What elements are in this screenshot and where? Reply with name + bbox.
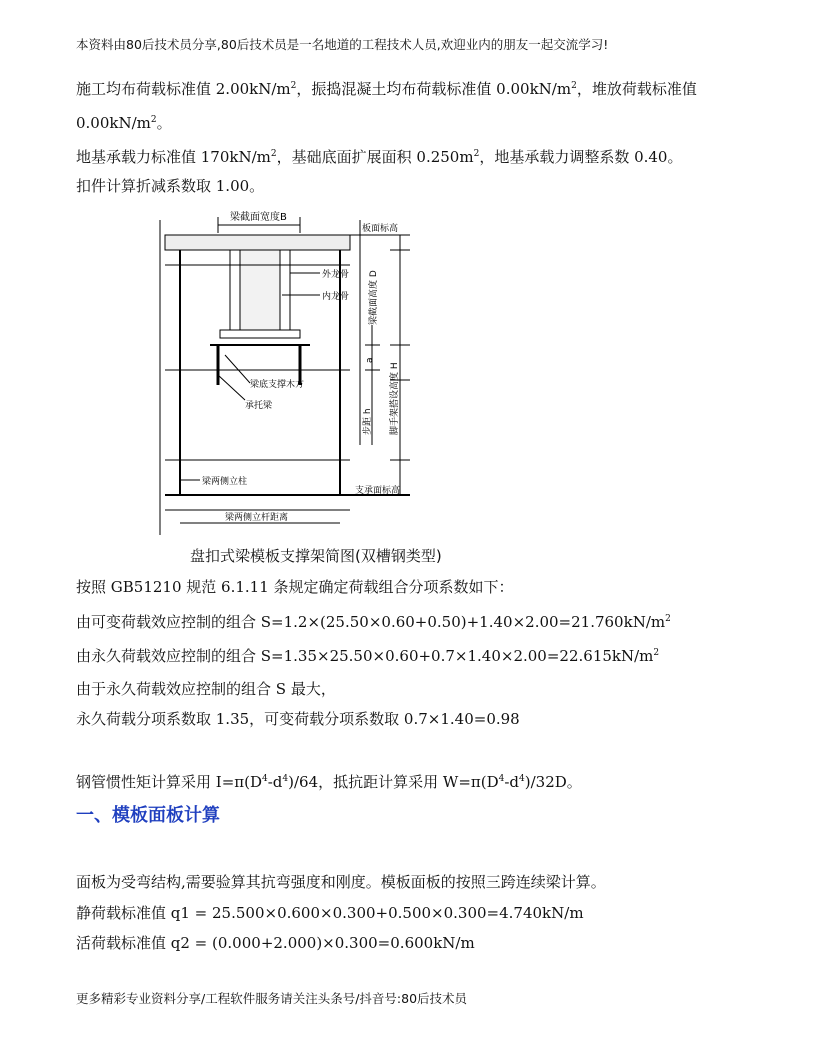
- diagram-svg: [150, 205, 430, 540]
- stacking-load-text: ，堆放荷载标准值: [576, 80, 697, 98]
- pipe-d: -d: [504, 773, 520, 791]
- foundation-line: [76, 147, 682, 167]
- bearing-capacity-text: 地基承载力标准值 170kN/m: [76, 148, 271, 166]
- pipe-a: 钢管惯性矩计算采用 I=π(D: [76, 773, 262, 791]
- sup: 2: [270, 149, 277, 159]
- construction-loads-line: [76, 79, 697, 99]
- partial-factor-line: 永久荷载分项系数取 1.35，可变荷载分项系数取 0.7×1.40=0.98: [76, 710, 520, 728]
- sup: 2: [571, 81, 577, 91]
- combo-variable-text: 由可变荷载效应控制的组合 S=1.2×(25.50×0.60+0.50)+1.40×2.00=21.760kN/m: [76, 613, 666, 631]
- stacking-load-value-line: [76, 113, 172, 133]
- combo-permanent-text: 由永久荷载效应控制的组合 S=1.35×25.50×0.60+0.7×1.40×2.00=22.615kN/m: [76, 647, 654, 665]
- spec-line: 按照 GB51210 规范 6.1.11 条规定确定荷载组合分项系数如下：: [76, 578, 514, 596]
- pipe-c: )/64，抵抗距计算采用 W=π(D: [288, 773, 499, 791]
- sup: 2: [473, 149, 480, 159]
- sup: 2: [290, 81, 297, 91]
- inner-rib-label: 内龙骨: [322, 292, 350, 302]
- beam-height-label: 梁截面高度 D: [369, 270, 379, 325]
- pipe-formula-line: [76, 772, 582, 792]
- construction-load-text: 施工均布荷载标准值 2.00kN/m: [76, 80, 291, 98]
- side-post-label: 梁两侧立柱: [202, 477, 248, 487]
- beam-width-label: 梁截面宽度B: [230, 212, 287, 223]
- combo-permanent-line: [76, 646, 659, 666]
- stacking-load-value: 0.00kN/m: [76, 114, 151, 132]
- beam-bottom-wood-label: 梁底支撑木方: [250, 380, 305, 390]
- sup: 2: [150, 115, 157, 125]
- combo-variable-line: [76, 612, 671, 632]
- support-top-label: 支承面标高: [355, 486, 401, 496]
- section-heading: 一、模板面板计算: [76, 805, 220, 826]
- scaffold-height-label: 脚手架搭设高度 H: [390, 362, 400, 435]
- post-spacing-label: 梁两侧立杆距离: [225, 513, 289, 523]
- step-label: 步距 h: [363, 408, 373, 435]
- fastener-line: 扣件计算折减系数取 1.00。: [76, 177, 265, 195]
- pipe-e: )/32D。: [524, 773, 582, 791]
- sup: 2: [665, 614, 671, 624]
- diagram-caption: 盘扣式梁模板支撑架简图(双槽钢类型): [190, 547, 442, 565]
- vibration-load-text: ，振捣混凝土均布荷载标准值 0.00kN/m: [296, 80, 572, 98]
- sup: 2: [653, 648, 660, 658]
- live-load-line: 活荷载标准值 q2 = (0.000+2.000)×0.300=0.600kN/m: [76, 934, 475, 952]
- adjustment-factor-text: ，地基承载力调整系数 0.40。: [479, 148, 683, 166]
- sup: 4: [519, 774, 525, 784]
- period: 。: [156, 114, 172, 132]
- static-load-line: 静荷载标准值 q1 = 25.500×0.600×0.300+0.500×0.300=4.740kN/m: [76, 904, 584, 922]
- a-label: a: [365, 357, 375, 363]
- sup: 4: [282, 774, 289, 784]
- panel-description: 面板为受弯结构,需要验算其抗弯强度和刚度。模板面板的按照三跨连续梁计算。: [76, 873, 606, 891]
- stub-beam-label: 承托梁: [245, 401, 273, 411]
- base-area-text: ，基础底面扩展面积 0.250m: [276, 148, 474, 166]
- page-header: 本资料由80后技术员分享,80后技术员是一名地道的工程技术人员,欢迎业内的朋友一起交流学习!: [76, 37, 609, 52]
- sup: 4: [262, 774, 268, 784]
- page-footer: 更多精彩专业资料分享/工程软件服务请关注头条号/抖音号:80后技术员: [76, 991, 468, 1006]
- sup: 4: [498, 774, 505, 784]
- formwork-support-diagram: [150, 205, 430, 540]
- combo-max-line: 由于永久荷载效应控制的组合 S 最大，: [76, 680, 336, 698]
- outer-rib-label: 外龙骨: [322, 270, 350, 280]
- pipe-b: -d: [267, 773, 283, 791]
- slab-top-label: 板面标高: [362, 224, 399, 234]
